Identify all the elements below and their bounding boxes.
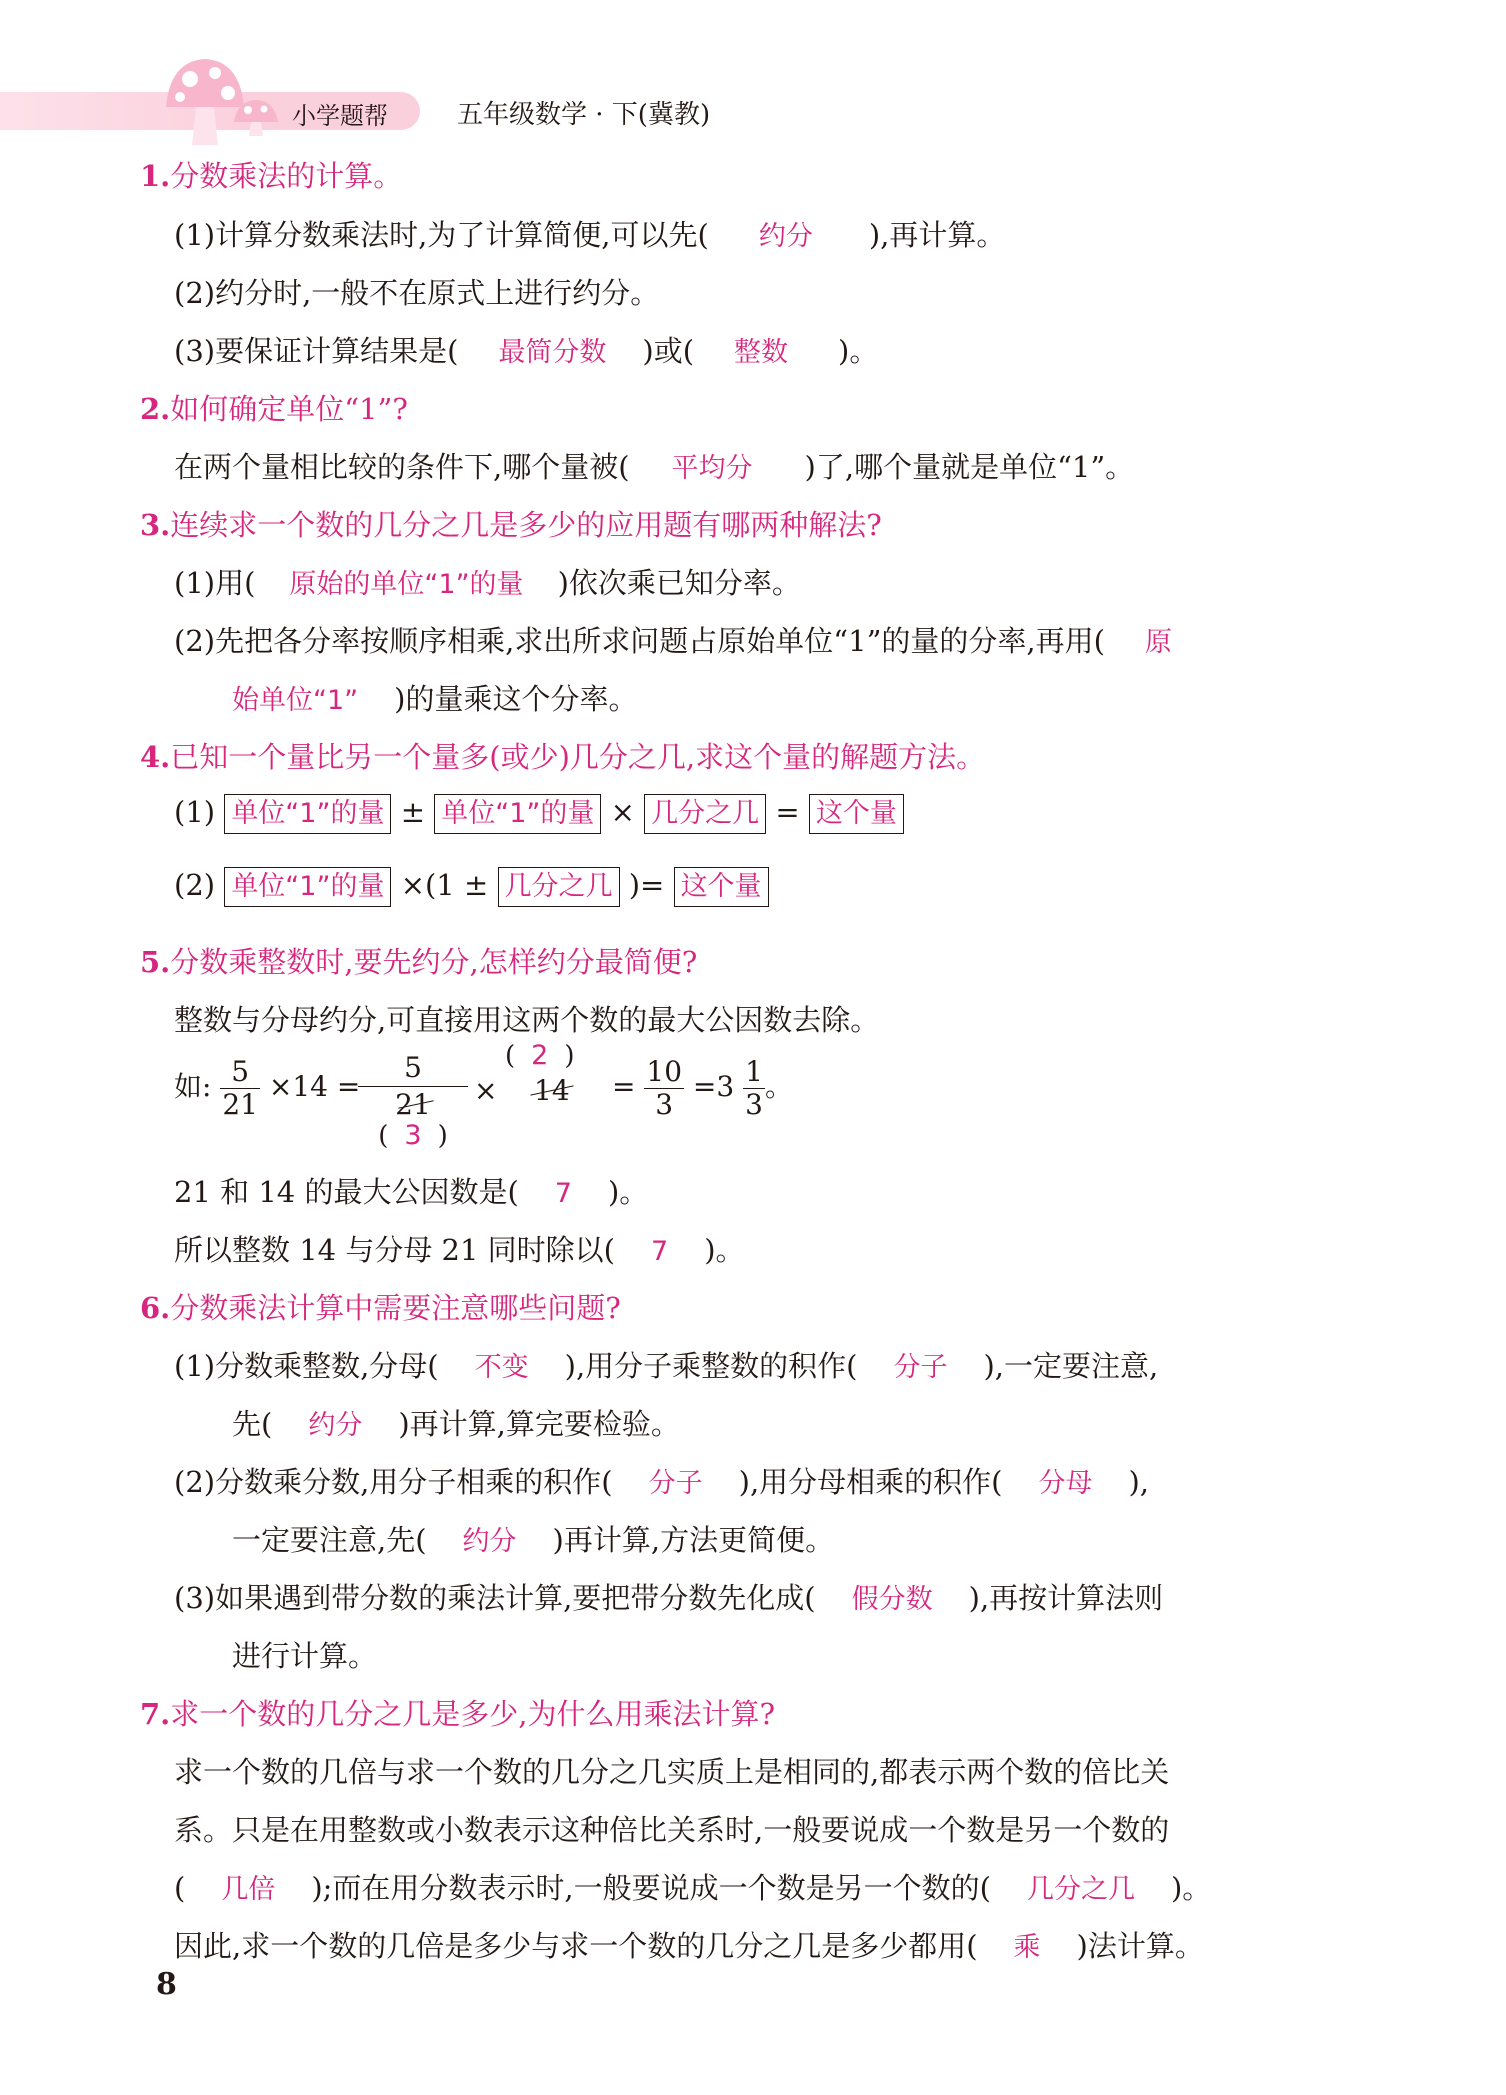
question-5-title [140,940,697,981]
times-sign: × [474,1074,498,1107]
text: =3 [692,1070,735,1104]
question-number: 7. [140,1697,171,1731]
text: (2)分数乘分数,用分子相乘的积作( [174,1465,613,1499]
fraction [220,1056,260,1121]
formula-box: 这个量 [809,794,904,834]
text: )的量乘这个分率。 [394,682,638,716]
text: ) [564,1041,575,1071]
numerator: 10 [646,1055,683,1088]
text: (3)如果遇到带分数的乘法计算,要把带分数先化成( [174,1581,816,1615]
question-text: 如何确定单位“1”? [170,392,408,426]
q7-line-4 [174,1924,1204,1965]
small-mushroom-icon [232,98,280,138]
answer: 7 [554,1178,572,1209]
q6-line-2 [232,1402,680,1443]
q6-line-3 [174,1460,1149,1501]
fraction [743,1056,765,1121]
denominator: 21 [222,1088,258,1122]
question-number: 2. [140,392,171,426]
text: 因此,求一个数的几倍是多少与求一个数的几分之几是多少都用( [174,1929,978,1963]
text: ),再计算。 [868,218,1006,252]
answer: 平均分 [671,453,753,484]
answer: 3 [404,1120,422,1151]
text: 。 [764,1070,793,1104]
text: (3)要保证计算结果是( [174,334,459,368]
q3-line-1 [174,561,801,602]
answer: 原始的单位“1”的量 [289,569,524,600]
operator: )= [628,868,665,902]
answer: 约分 [462,1526,517,1557]
text: ( [378,1121,389,1151]
question-number: 6. [140,1291,171,1325]
denominator: 3 [644,1088,684,1121]
text: ),用分母相乘的积作( [738,1465,1003,1499]
question-7-title [140,1692,775,1733]
answer: 最简分数 [498,337,607,368]
q5-line-1: 整数与分母约分,可直接用这两个数的最大公因数去除。 [174,1003,880,1037]
text: )。 [838,334,879,368]
text: )依次乘已知分率。 [557,566,801,600]
text: );而在用分数表示时,一般要说成一个数是另一个数的( [311,1871,991,1905]
formula-box: 几分之几 [498,867,620,907]
question-text: 分数乘法的计算。 [170,159,403,193]
q5-example [174,1056,360,1121]
q5-line-4 [174,1228,745,1269]
operator: ± [400,795,425,829]
answer: 约分 [308,1410,363,1441]
text: 在两个量相比较的条件下,哪个量被( [174,450,630,484]
text: ),一定要注意, [983,1349,1159,1383]
q3-line-2 [174,619,1172,660]
denominator: 21 [395,1088,431,1121]
operator: × [610,795,635,829]
q7-line-3 [174,1866,1211,1907]
text: (1) [174,795,216,829]
answer: 整数 [734,337,789,368]
text: )再计算,方法更简便。 [552,1523,835,1557]
q7-line-2: 系。只是在用整数或小数表示这种倍比关系时,一般要说成一个数是另一个数的 [174,1813,1170,1847]
operator: = [775,795,800,829]
q4-formula-1 [174,794,904,834]
answer: 原 [1144,627,1172,658]
text: 先( [232,1407,273,1441]
text: )。 [704,1233,745,1267]
text: 如: [174,1070,212,1104]
question-1-title [140,154,402,195]
reduced-denominator [358,1120,468,1151]
text: )再计算,算完要检验。 [398,1407,680,1441]
crossed-14 [534,1074,570,1107]
question-number: 5. [140,945,171,979]
text: )或( [642,334,695,368]
question-text: 已知一个量比另一个量多(或少)几分之几,求这个量的解题方法。 [170,740,986,774]
q1-line-1 [174,213,1005,254]
question-4-title [140,735,985,776]
answer: 几分之几 [1026,1874,1135,1905]
answer: 始单位“1” [232,685,359,716]
text: (2)先把各分率按顺序相乘,求出所求问题占原始单位“1”的量的分率,再用( [174,624,1105,658]
q3-line-3 [232,677,637,718]
q1-line-2: (2)约分时,一般不在原式上进行约分。 [174,276,660,310]
text: (1)用( [174,566,256,600]
question-number: 1. [140,159,171,193]
text: (1)计算分数乘法时,为了计算简便,可以先( [174,218,709,252]
numerator: 1 [745,1055,763,1088]
text: 21 和 14 的最大公因数是( [174,1175,519,1209]
question-text: 分数乘整数时,要先约分,怎样约分最简便? [170,945,698,979]
fraction [644,1056,684,1121]
q5-line-3 [174,1170,648,1211]
answer: 不变 [474,1352,529,1383]
text: )了,哪个量就是单位“1”。 [804,450,1135,484]
answer: 几倍 [221,1874,276,1905]
answer: 乘 [1013,1932,1041,1963]
text: ) [437,1121,448,1151]
text: 14 [534,1074,570,1107]
series-label: 小学题帮 [292,102,388,130]
text: ( [505,1041,516,1071]
course-title: 五年级数学 · 下(冀教) [457,100,711,130]
question-3-title [140,503,882,544]
example-fraction-5-21 [358,1050,468,1123]
answer: 假分数 [851,1584,933,1615]
q6-line-6: 进行计算。 [232,1639,378,1673]
q2-line-1 [174,445,1134,486]
text: (2) [174,868,216,902]
question-number: 3. [140,508,171,542]
numerator: 5 [231,1055,250,1088]
question-number: 4. [140,740,171,774]
text: ×14 = [268,1070,361,1104]
answer: 2 [531,1040,549,1071]
q6-line-1 [174,1344,1158,1385]
denominator: 3 [745,1088,763,1122]
text: ), [1128,1465,1150,1499]
q7-line-1: 求一个数的几倍与求一个数的几分之几实质上是相同的,都表示两个数的倍比关 [174,1755,1170,1789]
text: ),用分子乘整数的积作( [564,1349,858,1383]
q6-line-4 [232,1518,834,1559]
answer: 分母 [1038,1468,1093,1499]
text: ( [174,1871,186,1905]
formula-box: 单位“1”的量 [224,867,391,907]
q5-result [612,1056,793,1121]
operator: ×(1 ± [400,868,489,902]
text: (1)分数乘整数,分母( [174,1349,439,1383]
formula-box: 单位“1”的量 [224,794,391,834]
question-text: 分数乘法计算中需要注意哪些问题? [170,1291,621,1325]
reduced-numerator [505,1040,575,1071]
answer: 约分 [758,221,813,252]
text: = [612,1070,636,1104]
formula-box: 这个量 [674,867,769,907]
text: 一定要注意,先( [232,1523,427,1557]
text: )。 [1170,1871,1212,1905]
q4-formula-2 [174,867,769,907]
formula-box: 几分之几 [644,794,766,834]
page-number: 8 [156,1967,177,2002]
text: 所以整数 14 与分母 21 同时除以( [174,1233,615,1267]
numerator: 5 [404,1051,422,1084]
text: ),再按计算法则 [968,1581,1164,1615]
question-6-title [140,1286,621,1327]
question-2-title [140,387,408,428]
answer: 7 [651,1236,669,1267]
formula-box: 单位“1”的量 [434,794,601,834]
answer: 分子 [648,1468,703,1499]
question-text: 求一个数的几分之几是多少,为什么用乘法计算? [170,1697,776,1731]
question-text: 连续求一个数的几分之几是多少的应用题有哪两种解法? [170,508,882,542]
q1-line-3 [174,329,878,370]
answer: 分子 [893,1352,948,1383]
text: )法计算。 [1076,1929,1204,1963]
text: )。 [607,1175,649,1209]
q6-line-5 [174,1576,1163,1617]
